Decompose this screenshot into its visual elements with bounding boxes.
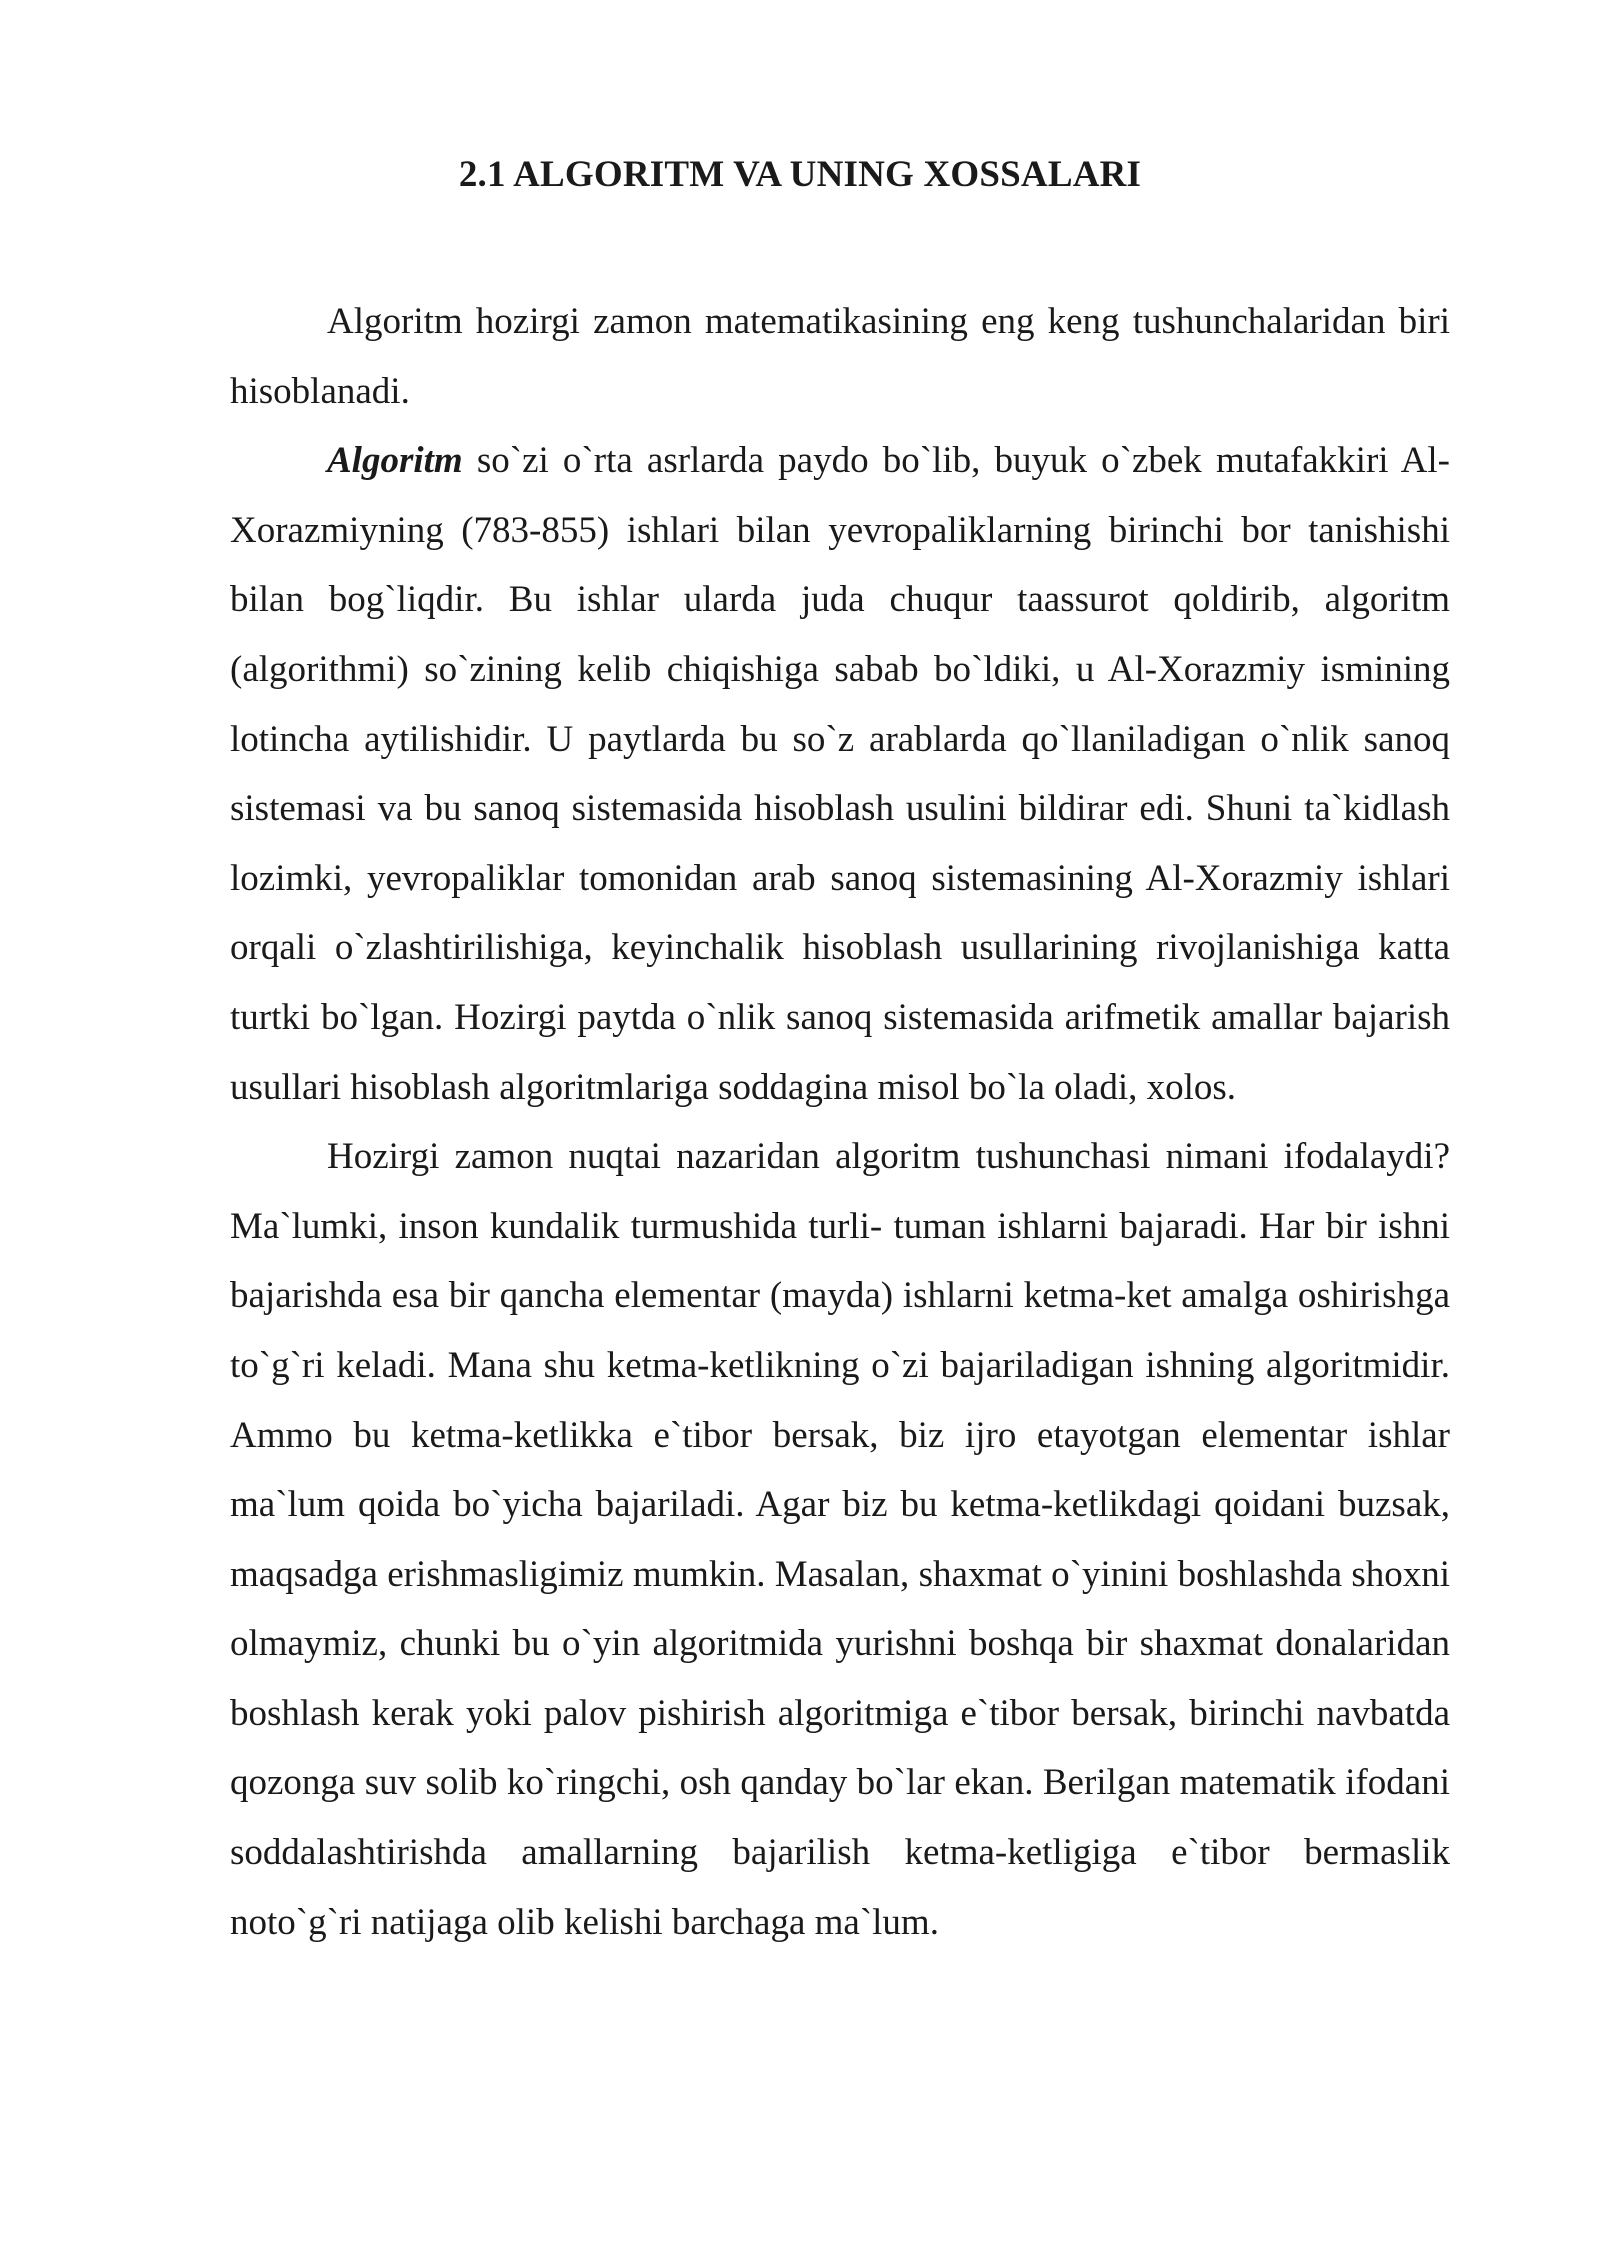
paragraph-etymology-text: so`zi o`rta asrlarda paydo bo`lib, buyuk o`zbek mutafakkiri Al-Xorazmiyning (783-855) ishlari bilan yevropaliklarning birinchi bor tanishishi bilan bog`liqdir. Bu ishlar ularda juda chuqur taassurot qoldirib, algoritm (algorithmi) so`zining kelib chiqishiga sabab bo`ldiki, u Al-Xorazmiy ismining lotincha aytilishidir. U paytlarda bu so`z arablarda qo`llaniladigan o`nlik sanoq sistemasi va bu sanoq sistemasida hisoblash usulini bildirar edi. Shuni ta`kidlash lozimki, yevropaliklar tomonidan arab sanoq sistemasining Al-Xorazmiy ishlari orqali o`zlashtirilishiga, keyinchalik hisoblash usullarining rivojlanishiga katta turtki bo`lgan. Hozirgi paytda o`nlik sanoq sistemasida arifmetik amallar bajarish usullari hisoblash algoritmlariga soddagina misol bo`la oladi, xolos. xyxy=(230,440,1450,1108)
paragraph-intro-text: Algoritm hozirgi zamon matematikasining eng keng tushunchalaridan biri hisoblanadi. xyxy=(230,301,1450,412)
document-body xyxy=(230,287,1450,1957)
paragraph-etymology-lead: Algoritm xyxy=(327,440,463,482)
paragraph-intro xyxy=(230,287,1450,426)
paragraph-etymology xyxy=(230,426,1450,1122)
section-heading: 2.1 ALGORITM VA UNING XOSSALARI xyxy=(458,154,1142,195)
paragraph-modern-view xyxy=(230,1122,1450,1957)
paragraph-modern-view-text: Hozirgi zamon nuqtai nazaridan algoritm tushunchasi nimani ifodalaydi? Ma`lumki, inson kundalik turmushida turli- tuman ishlarni bajaradi. Har bir ishni bajarishda esa bir qancha elementar (mayda) ishlarni ketma-ket amalga oshirishga to`g`ri keladi. Mana shu ketma-ketlikning o`zi bajariladigan ishning algoritmidir. Ammo bu ketma-ketlikka e`tibor bersak, biz ijro etayotgan elementar ishlar ma`lum qoida bo`yicha bajariladi. Agar biz bu ketma-ketlikdagi qoidani buzsak, maqsadga erishmasligimiz mumkin. Masalan, shaxmat o`yinini boshlashda shoxni olmaymiz, chunki bu o`yin algoritmida yurishni boshqa bir shaxmat donalaridan boshlash kerak yoki palov pishirish algoritmiga e`tibor bersak, birinchi navbatda qozonga suv solib ko`ringchi, osh qanday bo`lar ekan. Berilgan matematik ifodani soddalashtirishda amallarning bajarilish ketma-ketligiga e`tibor bermaslik noto`g`ri natijaga olib kelishi barchaga ma`lum. xyxy=(230,1136,1450,1943)
